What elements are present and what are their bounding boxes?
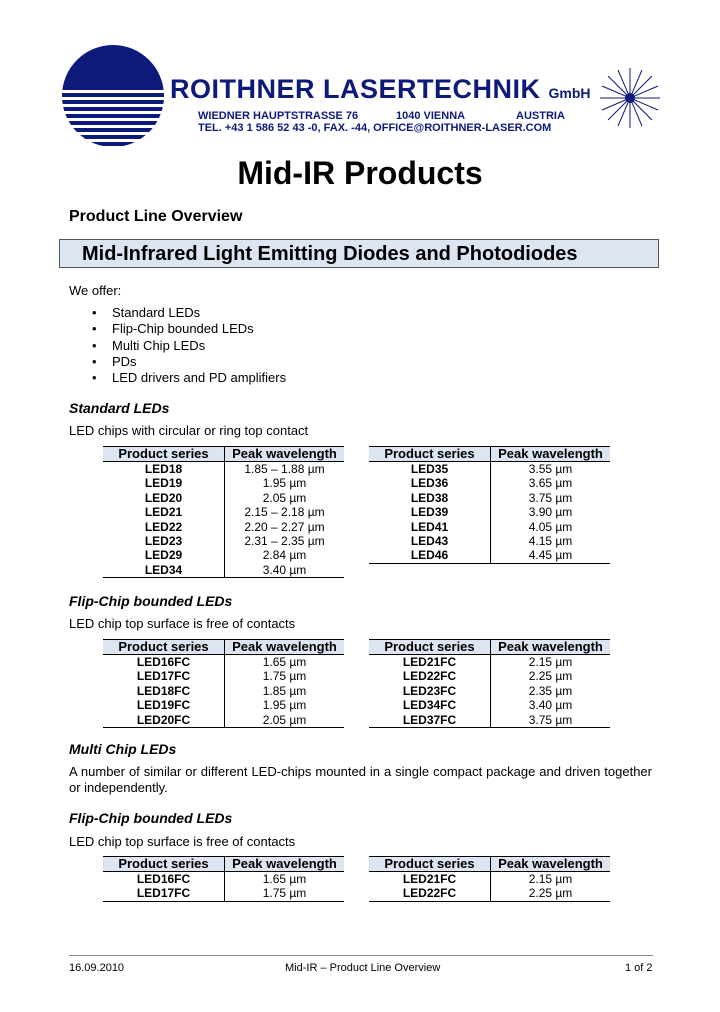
peak-wavelength-cell: 2.15 µm — [528, 872, 573, 886]
product-series-cell: LED22 — [103, 520, 225, 534]
footer-page-number: 1 of 2 — [625, 962, 653, 974]
table-row — [369, 713, 610, 728]
flipchip2-leds-description: LED chip top surface is free of contacts — [69, 834, 296, 849]
flipchip2-leds-table-left — [103, 856, 344, 902]
table-header-row — [369, 640, 610, 655]
address-city: 1040 VIENNA — [396, 110, 466, 122]
column-header-wavelength: Peak wavelength — [225, 447, 345, 462]
peak-wavelength-cell: 2.05 µm — [225, 713, 345, 728]
peak-wavelength-cell: 4.45 µm — [491, 548, 611, 563]
list-item: • Flip-Chip bounded LEDs — [92, 321, 286, 337]
product-series-cell: LED34FC — [369, 698, 491, 712]
column-header-wavelength: Peak wavelength — [491, 640, 611, 655]
product-series-cell: LED17FC — [103, 886, 225, 901]
peak-wavelength-cell: 4.05 µm — [528, 519, 573, 534]
peak-wavelength-cell: 3.65 µm — [528, 476, 573, 491]
company-logo-disc — [62, 44, 164, 148]
table-row — [103, 462, 344, 477]
footer-divider — [69, 955, 653, 956]
product-series-cell: LED37FC — [369, 713, 491, 728]
table-header-row — [103, 447, 344, 462]
list-item: • Multi Chip LEDs — [92, 338, 286, 354]
product-series-cell: LED18 — [103, 462, 225, 477]
column-header-series: Product series — [369, 857, 491, 872]
page-title: Mid-IR Products — [237, 155, 483, 191]
product-series-cell: LED16FC — [103, 872, 225, 887]
product-series-cell: LED18FC — [103, 684, 225, 698]
flipchip-leds-table-right — [369, 639, 610, 728]
peak-wavelength-cell: 2.15 – 2.18 µm — [244, 505, 325, 520]
peak-wavelength-cell: 2.25 µm — [491, 886, 611, 901]
table-row — [369, 669, 610, 683]
peak-wavelength-cell: 1.95 µm — [262, 476, 307, 491]
table-header-row — [103, 857, 344, 872]
peak-wavelength-cell: 1.75 µm — [225, 886, 345, 901]
product-series-cell: LED21 — [103, 505, 225, 519]
peak-wavelength-cell: 2.05 µm — [262, 490, 307, 505]
list-item: • Standard LEDs — [92, 305, 286, 321]
table-row — [103, 520, 344, 534]
product-series-cell: LED43 — [369, 534, 491, 548]
table-row — [369, 548, 610, 563]
peak-wavelength-cell: 2.31 – 2.35 µm — [244, 534, 325, 549]
table-header-row — [369, 857, 610, 872]
standard-leds-description: LED chips with circular or ring top contact — [69, 423, 309, 438]
peak-wavelength-cell: 1.85 – 1.88 µm — [244, 462, 325, 476]
column-header-wavelength: Peak wavelength — [491, 857, 611, 872]
product-series-cell: LED39 — [369, 505, 491, 519]
table-row — [103, 713, 344, 728]
table-row — [103, 872, 344, 887]
table-header-row — [103, 640, 344, 655]
table-row — [369, 491, 610, 505]
product-series-cell: LED46 — [369, 548, 491, 563]
company-name: ROITHNER LASERTECHNIK GmbH — [170, 74, 591, 104]
table-row — [369, 655, 610, 670]
footer-date: 16.09.2010 — [69, 962, 125, 974]
multichip-leds-description: A number of similar or different LED-chips mounted in a single compact package and driven together or independently. — [69, 764, 652, 795]
company-suffix: GmbH — [548, 85, 591, 101]
product-series-cell: LED38 — [369, 491, 491, 505]
peak-wavelength-cell: 4.15 µm — [528, 534, 573, 549]
product-series-cell: LED41 — [369, 520, 491, 534]
peak-wavelength-cell: 3.75 µm — [491, 713, 611, 728]
column-header-series: Product series — [103, 857, 225, 872]
peak-wavelength-cell: 2.15 µm — [528, 655, 573, 669]
table-row — [103, 698, 344, 712]
table-row — [369, 520, 610, 534]
product-series-cell: LED16FC — [103, 655, 225, 670]
peak-wavelength-cell: 1.65 µm — [262, 655, 307, 669]
table-row — [369, 684, 610, 698]
company-contact: TEL. +43 1 586 52 43 -0, FAX. -44, OFFICE@ROITHNER-LASER.COM — [198, 122, 552, 134]
table-row — [103, 563, 344, 578]
standard-leds-table-right — [369, 446, 610, 564]
standard-leds-table-left — [103, 446, 344, 578]
table-row — [369, 505, 610, 519]
product-series-cell: LED19 — [103, 476, 225, 490]
table-row — [369, 476, 610, 490]
peak-wavelength-cell: 2.25 µm — [528, 669, 573, 684]
product-series-cell: LED22FC — [369, 886, 491, 901]
laser-star-icon — [598, 66, 662, 130]
standard-leds-heading: Standard LEDs — [69, 400, 170, 416]
peak-wavelength-cell: 3.75 µm — [528, 490, 573, 505]
product-series-cell: LED36 — [369, 476, 491, 490]
table-row — [369, 698, 610, 712]
section-banner-text: Mid-Infrared Light Emitting Diodes and Photodiodes — [82, 243, 578, 265]
address-street: WIEDNER HAUPTSTRASSE 76 — [198, 110, 359, 122]
product-series-cell: LED21FC — [369, 655, 491, 670]
table-row — [369, 462, 610, 477]
product-series-cell: LED29 — [103, 548, 225, 562]
peak-wavelength-cell: 2.35 µm — [528, 683, 573, 698]
page-subtitle: Product Line Overview — [69, 208, 243, 225]
table-row — [103, 476, 344, 490]
table-row — [369, 886, 610, 901]
column-header-wavelength: Peak wavelength — [491, 447, 611, 462]
column-header-series: Product series — [369, 447, 491, 462]
table-row — [103, 886, 344, 901]
product-series-cell: LED17FC — [103, 669, 225, 683]
product-series-cell: LED35 — [369, 462, 491, 477]
column-header-series: Product series — [369, 640, 491, 655]
multichip-leds-heading: Multi Chip LEDs — [69, 741, 177, 757]
peak-wavelength-cell: 3.90 µm — [528, 505, 573, 520]
product-series-cell: LED23FC — [369, 684, 491, 698]
peak-wavelength-cell: 3.40 µm — [528, 698, 573, 713]
column-header-wavelength: Peak wavelength — [225, 640, 345, 655]
table-row — [103, 534, 344, 548]
company-address — [198, 110, 565, 122]
table-row — [103, 669, 344, 683]
table-row — [369, 872, 610, 887]
peak-wavelength-cell: 2.84 µm — [262, 548, 307, 563]
table-row — [103, 684, 344, 698]
list-item: • LED drivers and PD amplifiers — [92, 370, 286, 386]
table-header-row — [369, 447, 610, 462]
table-row — [103, 548, 344, 562]
product-series-cell: LED22FC — [369, 669, 491, 683]
peak-wavelength-cell: 2.20 – 2.27 µm — [244, 519, 325, 534]
table-row — [103, 655, 344, 670]
peak-wavelength-cell: 1.95 µm — [262, 698, 307, 713]
column-header-series: Product series — [103, 447, 225, 462]
address-country: AUSTRIA — [516, 110, 565, 122]
flipchip2-leds-table-right — [369, 856, 610, 902]
product-series-cell: LED20FC — [103, 713, 225, 728]
peak-wavelength-cell: 1.75 µm — [262, 669, 307, 684]
product-series-cell: LED20 — [103, 491, 225, 505]
table-row — [103, 505, 344, 519]
intro-text: We offer: — [69, 283, 122, 298]
flipchip-leds-description: LED chip top surface is free of contacts — [69, 616, 296, 631]
product-series-cell: LED21FC — [369, 872, 491, 887]
table-row — [369, 534, 610, 548]
flipchip-leds-table-left — [103, 639, 344, 728]
peak-wavelength-cell: 1.65 µm — [262, 872, 307, 886]
flipchip-leds-heading: Flip-Chip bounded LEDs — [69, 593, 233, 609]
column-header-series: Product series — [103, 640, 225, 655]
offer-list — [92, 305, 286, 386]
product-series-cell: LED19FC — [103, 698, 225, 712]
peak-wavelength-cell: 3.55 µm — [528, 462, 573, 476]
table-row — [103, 491, 344, 505]
product-series-cell: LED34 — [103, 563, 225, 578]
flipchip2-leds-heading: Flip-Chip bounded LEDs — [69, 810, 233, 826]
list-item: • PDs — [92, 354, 286, 370]
footer-title: Mid-IR – Product Line Overview — [285, 962, 441, 974]
peak-wavelength-cell: 1.85 µm — [262, 683, 307, 698]
column-header-wavelength: Peak wavelength — [225, 857, 345, 872]
peak-wavelength-cell: 3.40 µm — [225, 563, 345, 578]
product-series-cell: LED23 — [103, 534, 225, 548]
